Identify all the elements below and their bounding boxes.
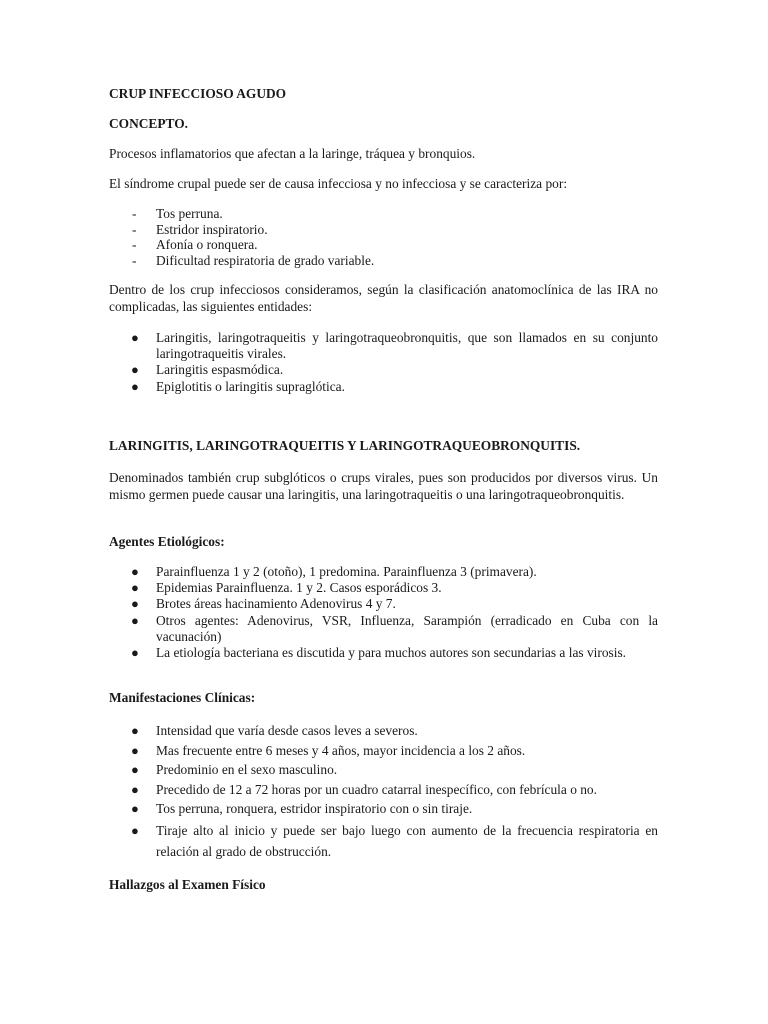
manifestations-heading: Manifestaciones Clínicas: <box>109 690 256 705</box>
entities-list <box>109 330 658 395</box>
list-item: ● Otros agentes: Adenovirus, VSR, Influenza, Sarampión (erradicado en Cuba con la vacunación) <box>131 612 658 644</box>
list-item: ● Parainfluenza 1 y 2 (otoño), 1 predomina. Parainfluenza 3 (primavera). <box>131 564 537 579</box>
crupal-features-list <box>109 206 658 268</box>
bullet-icon: ● <box>131 564 139 579</box>
list-item: ● Mas frecuente entre 6 meses y 4 años, mayor incidencia a los 2 años. <box>131 742 526 758</box>
bullet-icon: ● <box>131 781 139 797</box>
concepto-definition: Procesos inflamatorios que afectan a la laringe, tráquea y bronquios. <box>109 146 476 161</box>
concepto-heading: CONCEPTO. <box>109 116 188 131</box>
bullet-icon: ● <box>131 580 139 596</box>
list-item: ● La etiología bacteriana es discutida y para muchos autores son secundarias a las virosis. <box>131 645 627 661</box>
laringitis-heading: LARINGITIS, LARINGOTRAQUEITIS Y LARINGOTRAQUEOBRONQUITIS. <box>109 438 581 453</box>
list-item: - Dificultad respiratoria de grado variable. <box>109 253 658 269</box>
list-item: ● Epiglotitis o laringitis supraglótica. <box>131 378 345 394</box>
bullet-icon: ● <box>131 378 139 394</box>
bullet-icon: ● <box>131 801 139 817</box>
crupal-intro: El síndrome crupal puede ser de causa infecciosa y no infecciosa y se caracteriza por: <box>109 176 568 191</box>
agents-heading: Agentes Etiológicos: <box>109 534 225 549</box>
bullet-icon: ● <box>131 762 139 778</box>
list-item: ● Laringitis espasmódica. <box>131 362 284 378</box>
bullet-icon: ● <box>131 723 139 738</box>
laringitis-description: Denominados también crup subglóticos o crups virales, pues son producidos por diversos virus. Un mismo germen puede causar una laringitis, una laringotraqueitis o una laringotraqueobronquitis. <box>109 470 658 502</box>
bullet-icon: ● <box>131 330 139 345</box>
classification-paragraph: Dentro de los crup infecciosos consideramos, según la clasificación anatomoclínica de las IRA no complicadas, las siguientes entidades: <box>109 282 658 314</box>
list-item: ● Brotes áreas hacinamiento Adenovirus 4 y 7. <box>131 596 396 612</box>
bullet-icon: ● <box>131 742 139 758</box>
manifestations-list <box>109 722 658 864</box>
list-item: ● Predominio en el sexo masculino. <box>131 762 338 778</box>
list-item: ● Precedido de 12 a 72 horas por un cuadro catarral inespecífico, con febrícula o no. <box>131 781 597 797</box>
bullet-icon: ● <box>131 645 139 661</box>
bullet-icon: ● <box>131 362 139 378</box>
list-item: ● Tiraje alto al inicio y puede ser bajo luego con aumento de la frecuencia respiratoria en relación al grado de obstrucción. <box>109 820 658 862</box>
list-item: ● Epidemias Parainfluenza. 1 y 2. Casos esporádicos 3. <box>131 580 442 596</box>
list-item: ● Laringitis, laringotraqueitis y laringotraqueobronquitis, que son llamados en su conjunto laringotraqueitis virales. <box>131 330 658 362</box>
bullet-icon: ● <box>131 822 139 838</box>
bullet-icon: ● <box>131 612 139 628</box>
exam-heading: Hallazgos al Examen Físico <box>109 877 266 892</box>
list-item: - Estridor inspiratorio. <box>109 222 658 238</box>
list-item: ● Intensidad que varía desde casos leves a severos. <box>131 723 418 738</box>
document-title: CRUP INFECCIOSO AGUDO <box>109 86 287 101</box>
list-item: - Afonía o ronquera. <box>109 237 658 253</box>
agents-list <box>109 564 658 661</box>
list-item: ● Tos perruna, ronquera, estridor inspiratorio con o sin tiraje. <box>131 801 473 817</box>
list-item: - Tos perruna. <box>109 206 658 222</box>
bullet-icon: ● <box>131 596 139 612</box>
